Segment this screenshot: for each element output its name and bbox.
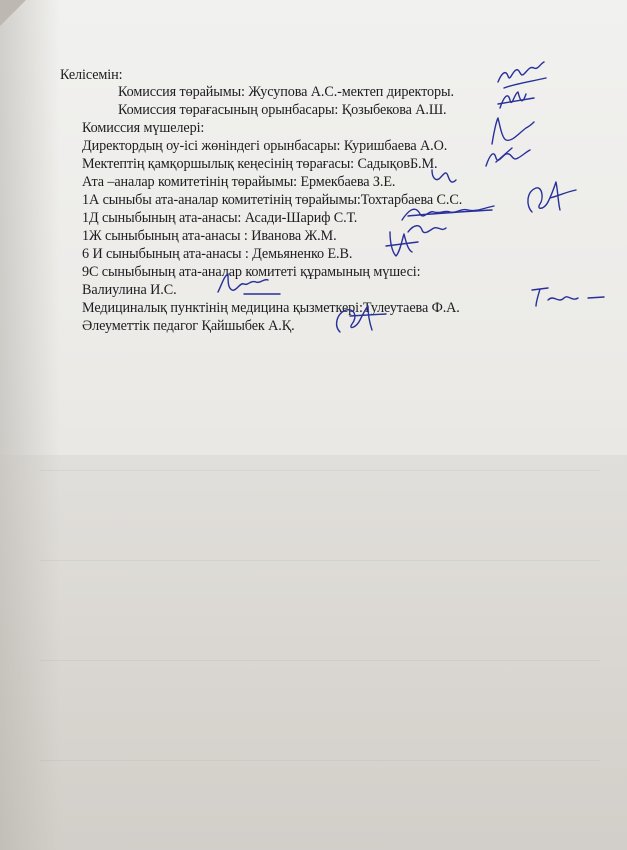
signature-member-9: [526, 284, 608, 310]
page-lower-shade: [0, 455, 627, 850]
signature-member-8: [214, 270, 284, 298]
commission-vice-chair: Комиссия төрағасының орынбасары: Қозыбекова А.Ш.: [118, 102, 447, 118]
member-line: Валиулина И.С.: [82, 282, 177, 298]
faint-rule: [40, 560, 600, 561]
signature-member-10: [330, 302, 390, 338]
faint-rule: [40, 760, 600, 761]
member-line: Ата –аналар комитетінің төрайымы: Ермекбаева З.Е.: [82, 174, 396, 190]
signature-member-3: [426, 164, 460, 190]
member-line: 1Д сыныбының ата-анасы: Асади-Шариф С.Т.: [82, 210, 358, 226]
member-line: 9С сыныбының ата-аналар комитеті құрамының мүшесі:: [82, 264, 421, 280]
members-heading: Комиссия мүшелері:: [82, 120, 205, 136]
member-line: 6 И сыныбының ата-анасы : Демьяненко Е.В.: [82, 246, 353, 262]
faint-rule: [40, 470, 600, 471]
faint-rule: [40, 660, 600, 661]
signature-vice-chair: [494, 86, 538, 114]
folded-corner: [0, 0, 26, 26]
approval-heading: Келісемін:: [60, 67, 123, 83]
member-line: 1А сыныбы ата-аналар комитетінің төрайымы:Тохтарбаева С.С.: [82, 192, 463, 208]
signature-member-2: [482, 142, 532, 172]
signature-member-4: [520, 178, 580, 218]
member-line: Директордың оу-ісі жөніндегі орынбасары: Куришбаева А.О.: [82, 138, 448, 154]
signature-member-7: [384, 228, 420, 260]
member-line: Әлеуметтік педагог Қайшыбек А.Қ.: [82, 318, 295, 334]
member-line: Мектептің қамқоршылық кеңесінің төрағасы: СадықовБ.М.: [82, 156, 438, 172]
member-line: 1Ж сыныбының ата-анасы : Иванова Ж.М.: [82, 228, 337, 244]
commission-chair: Комиссия төрайымы: Жусупова А.С.-мектеп директоры.: [118, 84, 454, 100]
member-line: Медициналық пунктінің медицина қызметкері:Тулеутаева Ф.А.: [82, 300, 460, 316]
